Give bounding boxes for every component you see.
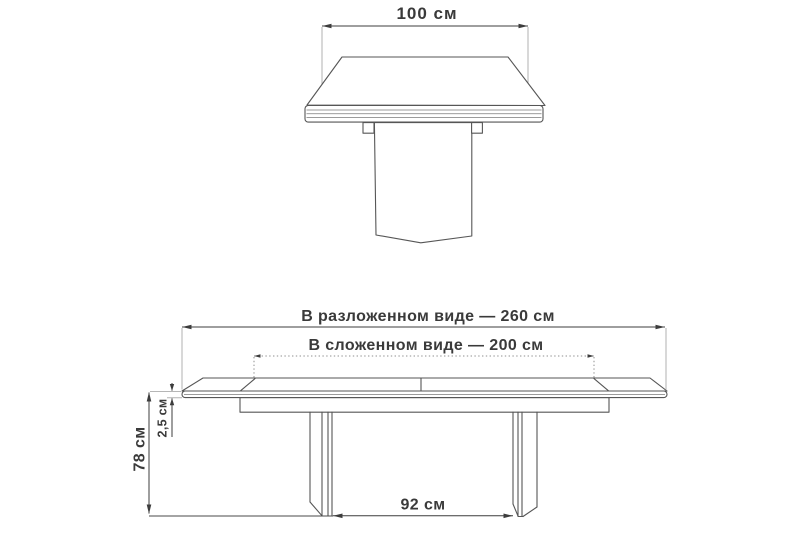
folded-width-dimension xyxy=(254,337,594,378)
height-label: 78 см xyxy=(131,426,149,472)
arrowhead-left xyxy=(182,325,192,330)
mounting-bracket-left xyxy=(363,123,374,134)
thickness-label: 2,5 см xyxy=(155,398,170,438)
leg-chamfer xyxy=(523,507,537,517)
arrowhead-right xyxy=(519,24,529,29)
leg-chamfer xyxy=(513,504,518,516)
arrowhead-bottom xyxy=(147,505,152,515)
arrowhead-right xyxy=(504,514,514,519)
arrowhead-left xyxy=(254,354,261,357)
tabletop-surface xyxy=(307,57,545,106)
arrowhead-right xyxy=(656,325,666,330)
mounting-bracket-right xyxy=(472,123,483,134)
width-dimension-label: 100 см xyxy=(396,4,458,23)
arrowhead-up xyxy=(170,398,174,405)
left-leg xyxy=(310,412,332,516)
arrowhead-top xyxy=(147,392,152,402)
side-view xyxy=(132,308,668,518)
leg-chamfer xyxy=(310,502,322,516)
leg-span-label: 92 см xyxy=(400,496,446,514)
arrowhead-left xyxy=(322,24,332,29)
leg-span-dimension xyxy=(333,497,513,519)
arrowhead-left xyxy=(333,514,343,519)
top-view-table xyxy=(305,57,545,243)
pedestal-base xyxy=(374,123,471,243)
arrowhead-down xyxy=(170,384,174,391)
top-view xyxy=(305,4,545,243)
folded-width-label: В сложенном виде — 200 см xyxy=(308,337,544,354)
right-leg xyxy=(513,412,537,516)
tabletop-surface xyxy=(182,378,667,391)
apron xyxy=(240,398,609,413)
arrowhead-right xyxy=(588,354,595,357)
extended-width-label: В разложенном виде — 260 см xyxy=(301,308,555,325)
